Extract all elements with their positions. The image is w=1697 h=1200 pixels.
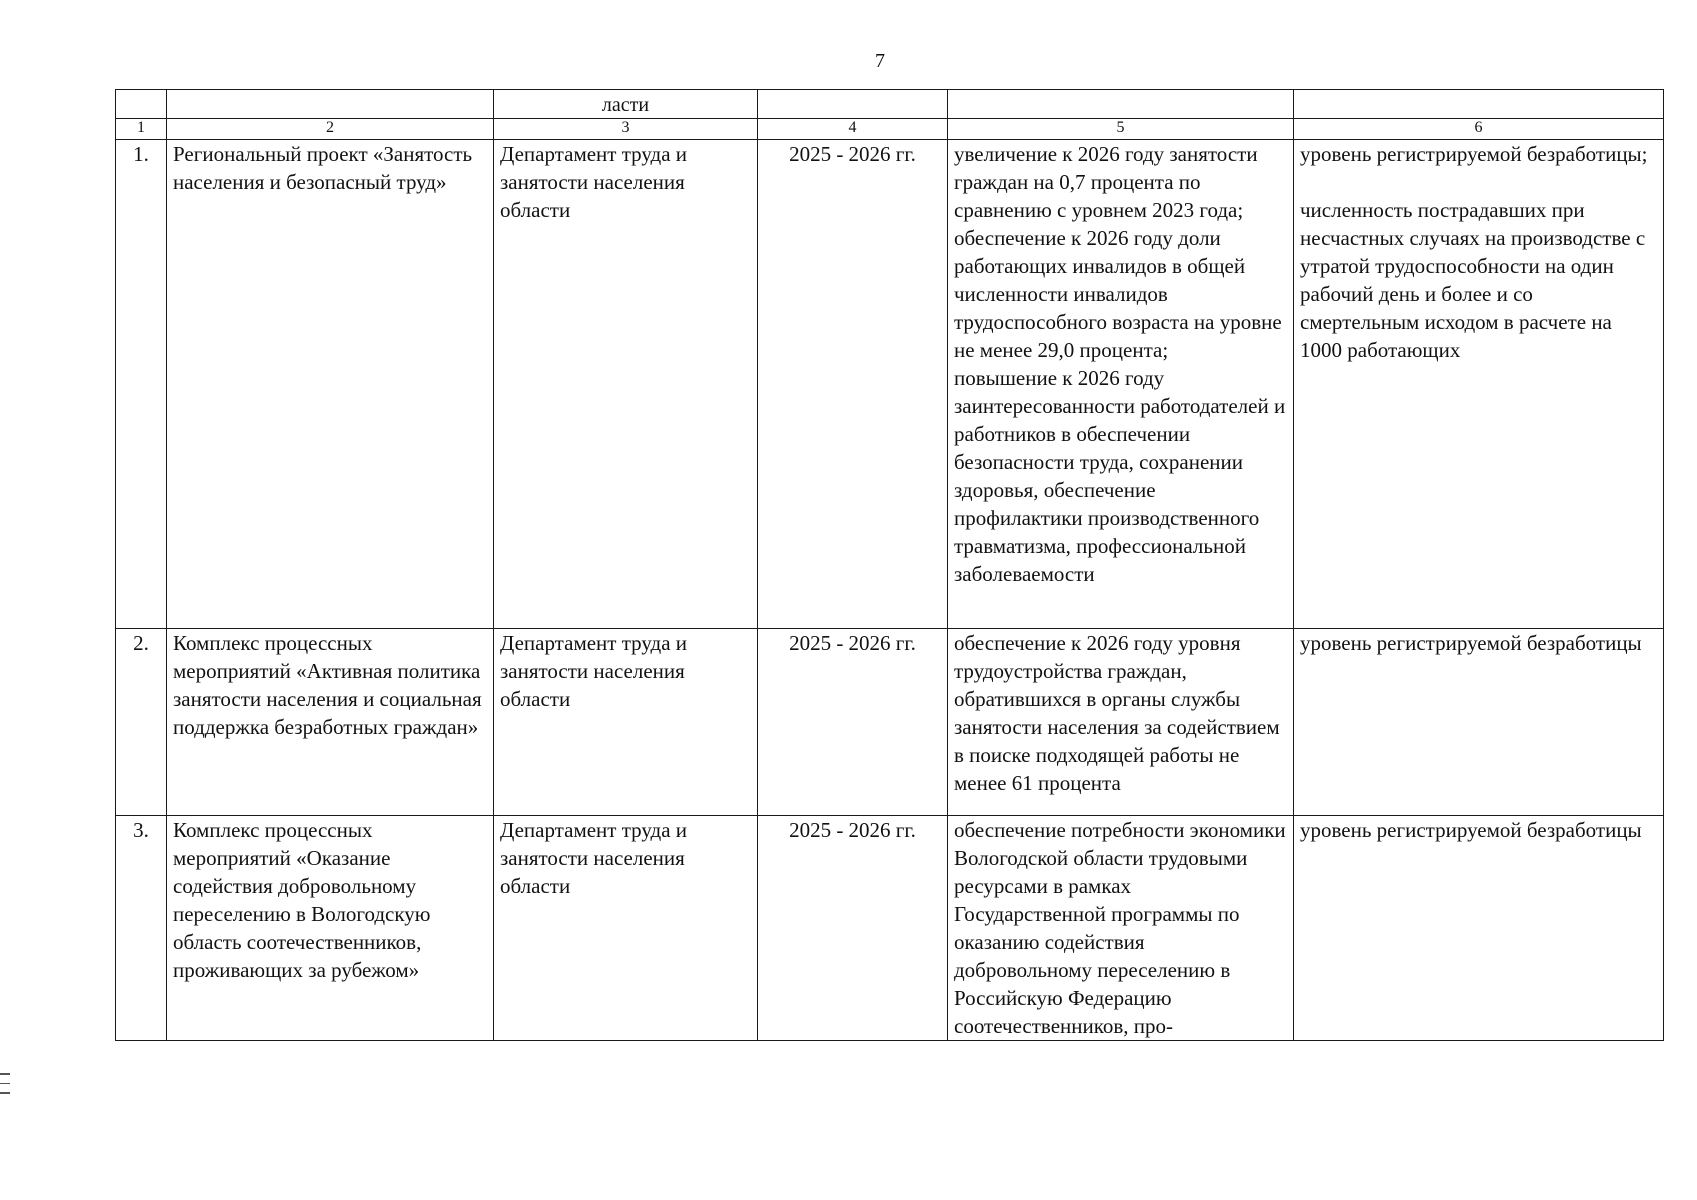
row-number: 1. [116,140,167,629]
carry-over-row [116,90,1664,119]
column-number: 2 [167,119,494,140]
program-element-name: Комплекс процессных мероприятий «Активная политика занятости населения и социальная поддержка безработных граждан» [167,629,494,816]
row-number: 3. [116,816,167,1041]
responsible-executor: Департамент труда и занятости населения области [494,816,758,1041]
implementation-period: 2025 - 2026 гг. [758,140,948,629]
result-item: обеспечение потребности экономики Вологодской области трудовыми ресурсами в рамках Государственной программы по оказанию содействия добровольному переселению в Российскую Федерацию соотечественников, про- [954,818,1286,1038]
program-structure-table [115,89,1664,1041]
column-number: 6 [1294,119,1664,140]
carry-cell-3: ласти [494,90,758,119]
table-row [116,816,1664,1041]
indicator-item: уровень регистрируемой безработицы [1300,631,1642,655]
expected-results [948,140,1294,629]
column-number-row [116,119,1664,140]
indicator-item: уровень регистрируемой безработицы [1300,818,1642,842]
implementation-period: 2025 - 2026 гг. [758,629,948,816]
carry-cell-5 [948,90,1294,119]
page-number: 7 [875,50,885,72]
related-indicators [1294,816,1664,1041]
indicator-spacer [1300,168,1657,196]
indicator-item: уровень регистрируемой безработицы; [1300,142,1648,166]
result-item: повышение к 2026 году заинтересованности работодателей и работников в обеспечении безопасности труда, сохранении здоровья, обеспечение профилактики производственного травматизма, профессиональной заболеваемости [954,366,1286,586]
result-item: обеспечение к 2026 году доли работающих инвалидов в общей численности инвалидов трудоспособного возраста на уровне не менее 29,0 процента; [954,226,1282,362]
program-element-name: Региональный проект «Занятость населения и безопасный труд» [167,140,494,629]
responsible-executor: Департамент труда и занятости населения области [494,629,758,816]
implementation-period: 2025 - 2026 гг. [758,816,948,1041]
carry-cell-1 [116,90,167,119]
related-indicators [1294,140,1664,629]
related-indicators [1294,629,1664,816]
carry-cell-6 [1294,90,1664,119]
row-number: 2. [116,629,167,816]
carry-cell-2 [167,90,494,119]
table-row [116,140,1664,629]
column-number: 4 [758,119,948,140]
expected-results [948,816,1294,1041]
scan-margin-mark [0,1073,10,1102]
expected-results [948,629,1294,816]
indicator-item: численность пострадавших при несчастных случаях на производстве с утратой трудоспособности на один рабочий день и более и со смертельным исходом в расчете на 1000 работающих [1300,198,1646,362]
result-item: увеличение к 2026 году занятости граждан на 0,7 процента по сравнению с уровнем 2023 года; [954,142,1258,222]
column-number: 3 [494,119,758,140]
column-number: 1 [116,119,167,140]
result-item: обеспечение к 2026 году уровня трудоустройства граждан, обратившихся в органы службы занятости населения за содействием в поиске подходящей работы не менее 61 процента [954,631,1280,795]
carry-cell-4 [758,90,948,119]
responsible-executor: Департамент труда и занятости населения области [494,140,758,629]
program-element-name: Комплекс процессных мероприятий «Оказание содействия добровольному переселению в Вологодскую область соотечественников, проживающих за рубежом» [167,816,494,1041]
column-number: 5 [948,119,1294,140]
table-row [116,629,1664,816]
